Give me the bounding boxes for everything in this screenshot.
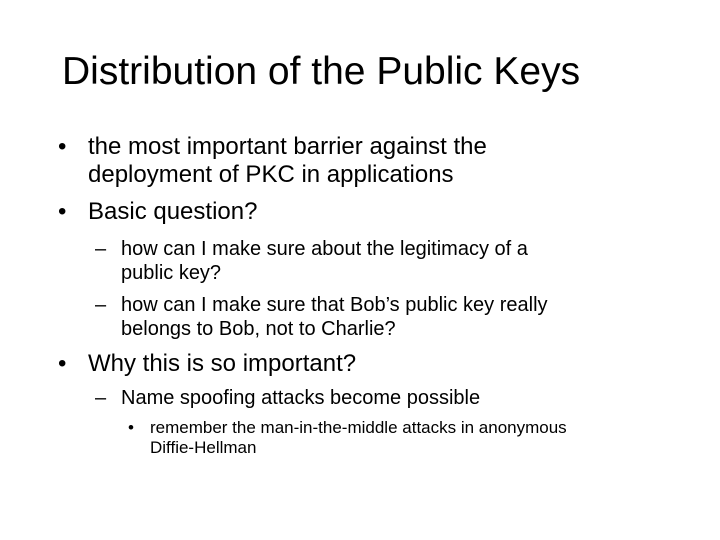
sub-sub-bullet-text-line: Diffie-Hellman xyxy=(150,438,257,457)
sub-bullet-text-line: how can I make sure about the legitimacy of a xyxy=(121,238,528,260)
bullet-text-line: the most important barrier against the xyxy=(88,133,487,160)
dash-bullet-icon: – xyxy=(95,238,107,260)
bullet-text-line: Basic question? xyxy=(88,198,258,225)
sub-bullet-item-bobs-key xyxy=(95,293,548,341)
bullet-dot-icon: • xyxy=(58,198,67,225)
sub-bullet-text-line: belongs to Bob, not to Charlie? xyxy=(121,318,396,340)
sub-bullet-item-name-spoofing xyxy=(95,386,481,410)
slide-title: Distribution of the Public Keys xyxy=(62,50,581,93)
bullet-item-basic-question xyxy=(58,198,258,226)
sub-sub-bullet-text-line: remember the man-in-the-middle attacks in anonymous xyxy=(150,418,567,437)
sub-bullet-item-legitimacy xyxy=(95,237,528,285)
bullet-text-line: Why this is so important? xyxy=(88,350,357,377)
dash-bullet-icon: – xyxy=(95,387,107,409)
sub-bullet-text-line: how can I make sure that Bob’s public key really xyxy=(121,294,548,316)
bullet-item-why-important xyxy=(58,350,357,378)
dash-bullet-icon: – xyxy=(95,294,107,316)
sub-bullet-text-line: public key? xyxy=(121,262,222,284)
bullet-dot-icon: • xyxy=(58,133,67,160)
bullet-dot-icon: • xyxy=(128,418,134,437)
sub-sub-bullet-item-mitm xyxy=(128,418,567,458)
bullet-dot-icon: • xyxy=(58,350,67,377)
bullet-text-line: deployment of PKC in applications xyxy=(88,161,454,188)
bullet-item-barrier xyxy=(58,133,487,189)
sub-bullet-text-line: Name spoofing attacks become possible xyxy=(121,387,481,409)
